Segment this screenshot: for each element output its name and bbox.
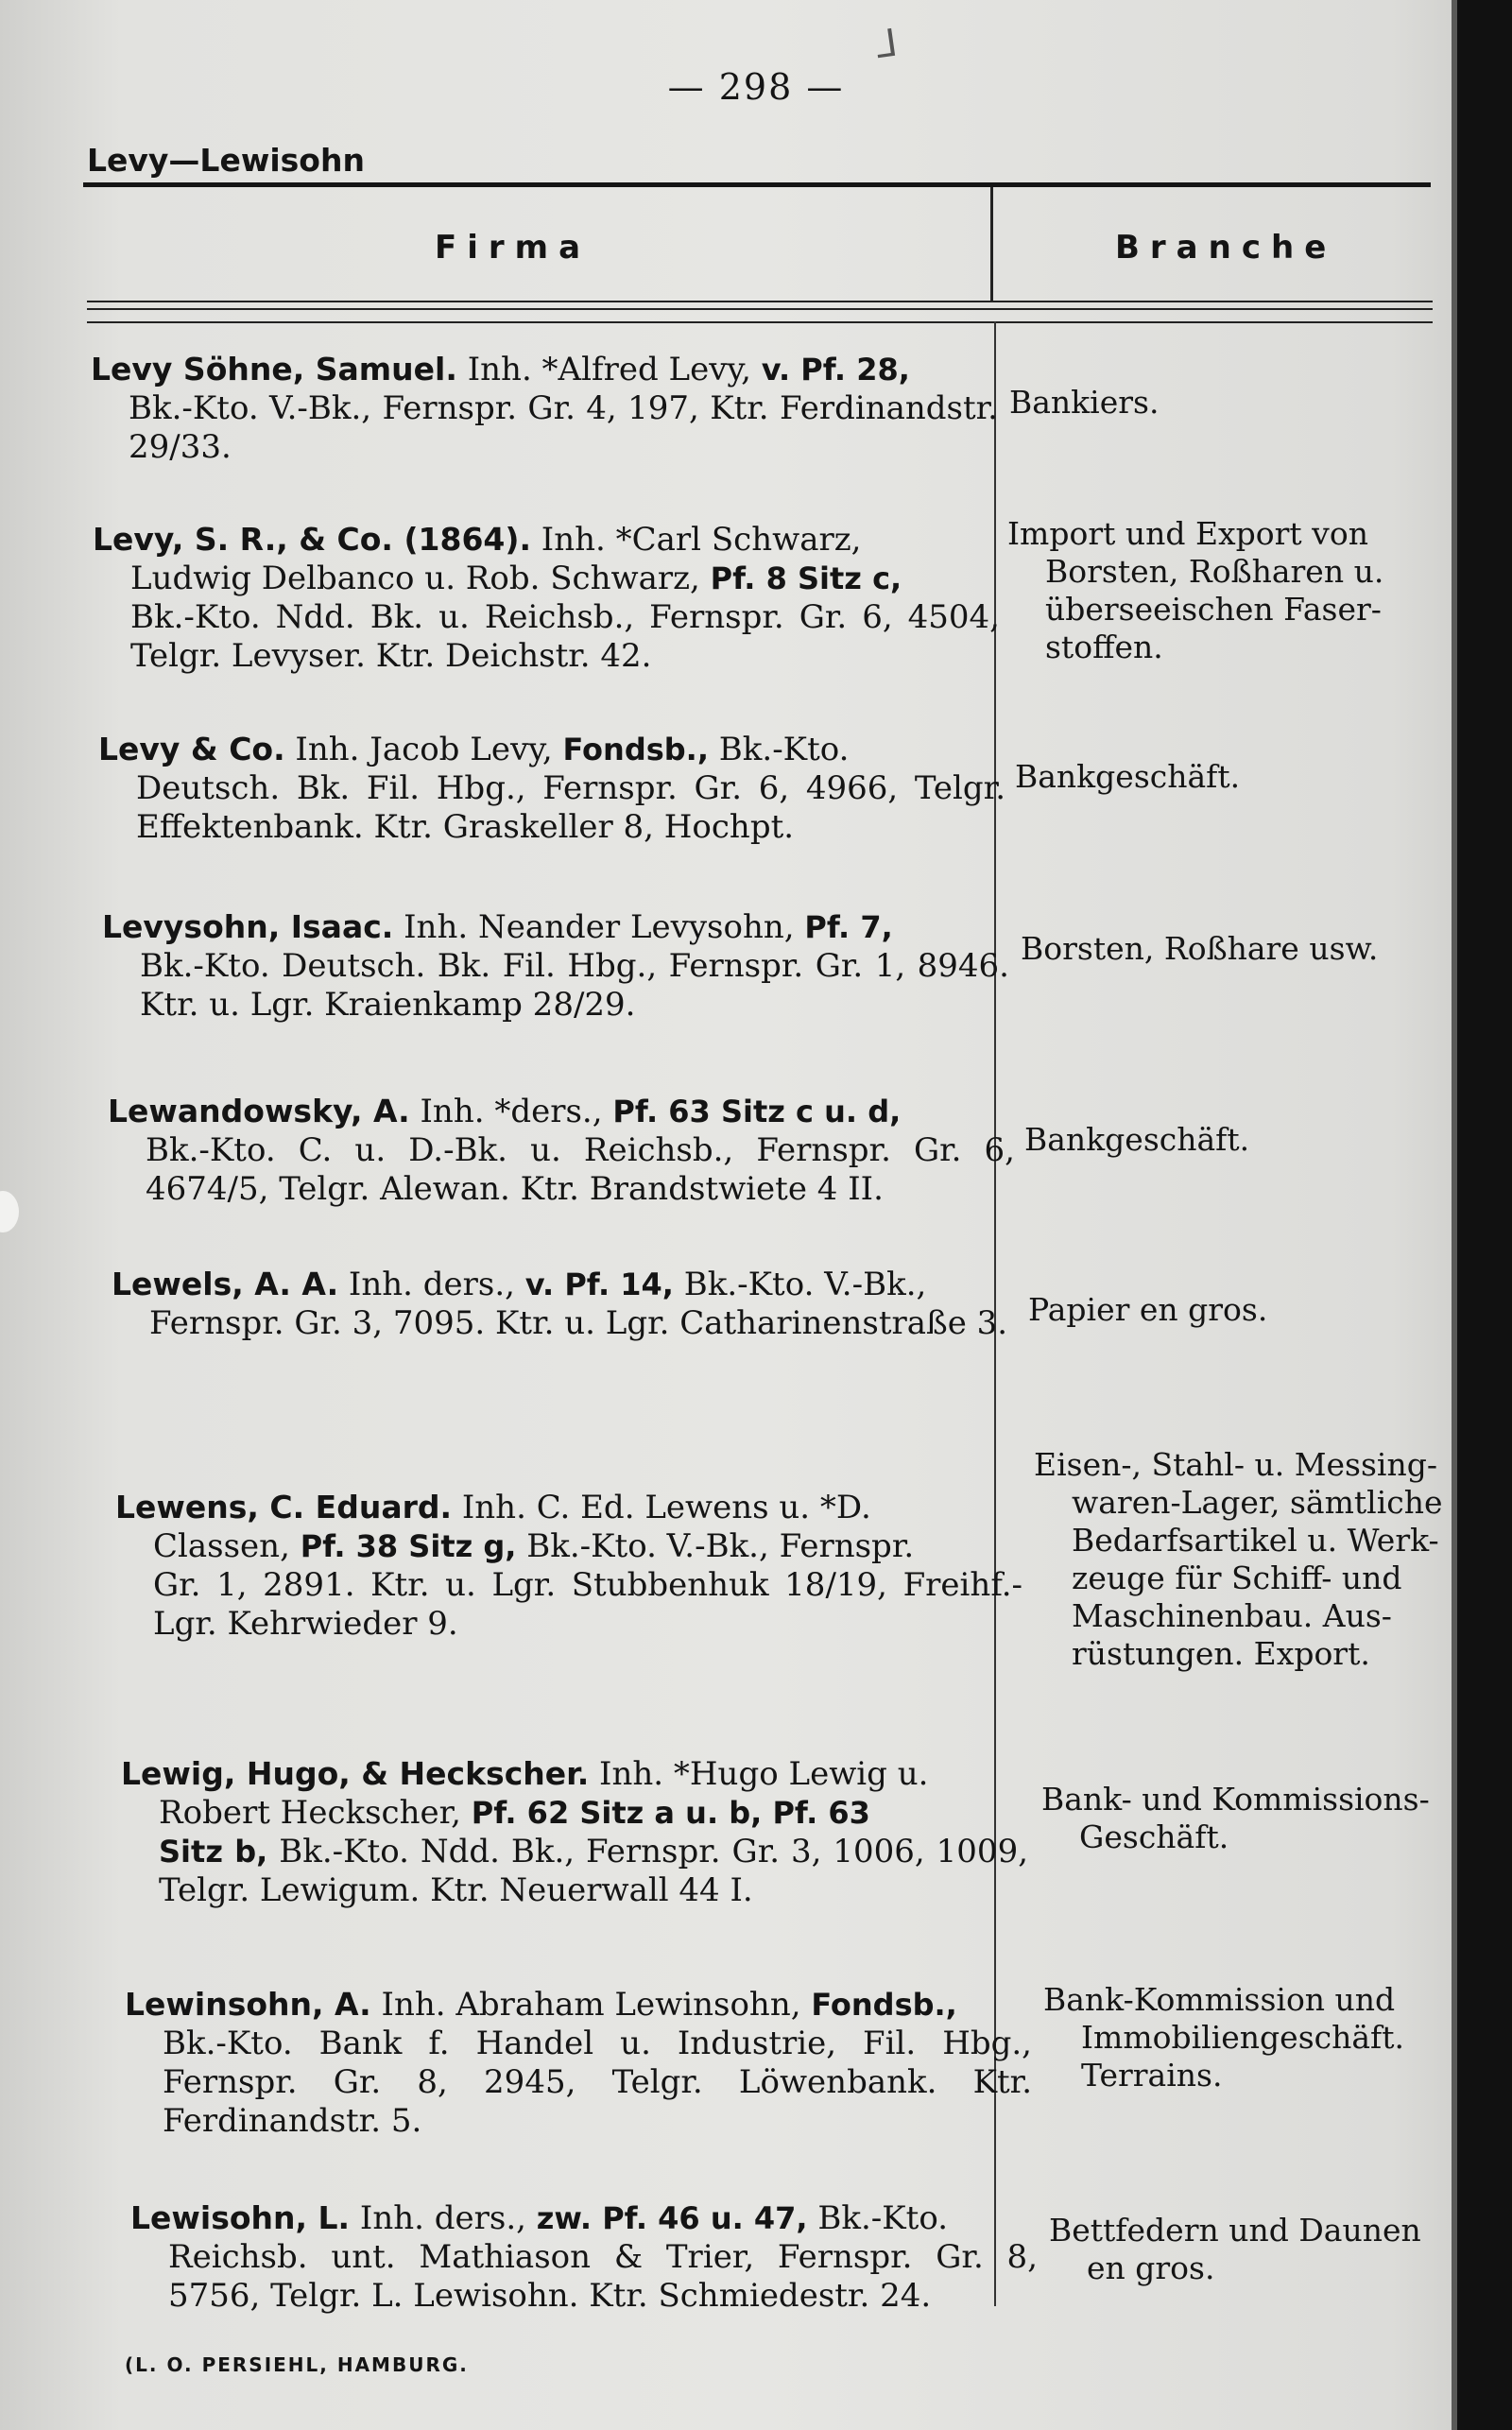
firm-name: Lewels, A. A. [112,1266,339,1302]
firm-name: Lewinsohn, A. [125,1986,371,2023]
firma-text: Lewels, A. A. Inh. ders., v. Pf. 14, Bk.-Kto. V.-Bk., Fernspr. Gr. 3, 7095. Ktr. u. Lgr. Catharinenstraße 3. [112,1266,1008,1342]
firma-text: Lewandowsky, A. Inh. *ders., Pf. 63 Sitz c u. d, Bk.-Kto. C. u. D.-Bk. u. Reichsb., Fernspr. Gr. 6, 4674/5, Telgr. Alewan. Ktr. Brandstwiete 4 II. [108,1093,1015,1208]
header-rule [87,301,1433,302]
firm-name: Lewisohn, L. [130,2199,351,2236]
branche-text: Bank- und Kommissions- Geschäft. [1041,1781,1430,1855]
branche-text: Import und Export von Borsten, Roßharen u. überseeischen Faser- stoffen. [1007,515,1384,665]
header-rule [87,308,1433,310]
punch-hole [0,1191,19,1232]
firm-name: Lewandowsky, A. [108,1093,410,1129]
firm-name: Levy & Co. [98,731,285,767]
firm-name: Lewig, Hugo, & Heckscher. [121,1755,590,1792]
firm-name: Lewens, C. Eduard. [115,1489,453,1525]
branche-text: Eisen-, Stahl- u. Messing- waren-Lager, sämtliche Bedarfsartikel u. Werk- zeuge für Schiff- und Maschinenbau. Aus- rüstungen. Export. [1034,1446,1443,1672]
firma-text: Lewig, Hugo, & Heckscher. Inh. *Hugo Lewig u. Robert Heckscher, Pf. 62 Sitz a u. b, Pf. 63 Sitz b, Bk.-Kto. Ndd. Bk., Fernspr. Gr. 3, 1006, 1009, Telgr. Lewigum. Ktr. Neuerwall 44 I. [121,1755,1029,1909]
firm-name: Levysohn, Isaac. [102,908,394,945]
firma-text: Lewisohn, L. Inh. ders., zw. Pf. 46 u. 47, Bk.-Kto. Reichsb. unt. Mathiason & Trier, Fernspr. Gr. 8, 5756, Telgr. L. Lewisohn. Ktr. Schmiedestr. 24. [130,2199,1038,2315]
firma-text: Levysohn, Isaac. Inh. Neander Levysohn, Pf. 7, Bk.-Kto. Deutsch. Bk. Fil. Hbg., Fernspr. Gr. 1, 8946. Ktr. u. Lgr. Kraienkamp 28/29. [102,908,1009,1024]
branche-text: Bankiers. [1009,384,1160,421]
branche-text: Borsten, Roßhare usw. [1021,930,1379,967]
firma-text: Levy & Co. Inh. Jacob Levy, Fondsb., Bk.-Kto. Deutsch. Bk. Fil. Hbg., Fernspr. Gr. 6, 4966, Telgr. Effektenbank. Ktr. Graskeller 8, Hochpt. [98,731,1005,846]
header-firma: Firma [435,229,592,267]
branche-text: Bank-Kommission und Immobiliengeschäft. Terrains. [1043,1981,1405,2094]
header-branche: Branche [1115,229,1337,267]
firma-text: Levy Söhne, Samuel. Inh. *Alfred Levy, v. Pf. 28, Bk.-Kto. V.-Bk., Fernspr. Gr. 4, 197, Ktr. Ferdinandstr. 29/33. [91,351,998,466]
branche-text: Bankgeschäft. [1024,1121,1250,1158]
header-rule [87,321,1433,323]
running-head: Levy—Lewisohn [87,142,365,179]
firm-name: Levy, S. R., & Co. (1864). [93,521,531,558]
branche-text: Papier en gros. [1028,1291,1268,1328]
branche-text: Bettfedern und Daunen en gros. [1049,2212,1421,2286]
firm-name: Levy Söhne, Samuel. [91,351,457,388]
corner-pencil-mark: ᒧ [870,21,901,68]
firma-text: Levy, S. R., & Co. (1864). Inh. *Carl Schwarz, Ludwig Delbanco u. Rob. Schwarz, Pf. 8 Sitz c, Bk.-Kto. Ndd. Bk. u. Reichsb., Fernspr. Gr. 6, 4504, Telgr. Levyser. Ktr. Deichstr. 42. [93,521,1000,675]
branche-text: Bankgeschäft. [1015,758,1241,795]
firma-text: Lewens, C. Eduard. Inh. C. Ed. Lewens u. *D. Classen, Pf. 38 Sitz g, Bk.-Kto. V.-Bk., Fernspr. Gr. 1, 2891. Ktr. u. Lgr. Stubbenhuk 18/19, Freihf.-Lgr. Kehrwieder 9. [115,1489,1022,1643]
page-number: — 298 — [667,66,845,108]
printer-imprint: (L. O. PERSIEHL, HAMBURG. [125,2353,469,2376]
firma-text: Lewinsohn, A. Inh. Abraham Lewinsohn, Fondsb., Bk.-Kto. Bank f. Handel u. Industrie, Fil. Hbg., Fernspr. Gr. 8, 2945, Telgr. Löwenbank. Ktr. Ferdinandstr. 5. [125,1986,1032,2140]
top-rule [83,182,1431,187]
header-column-divider [990,187,993,301]
